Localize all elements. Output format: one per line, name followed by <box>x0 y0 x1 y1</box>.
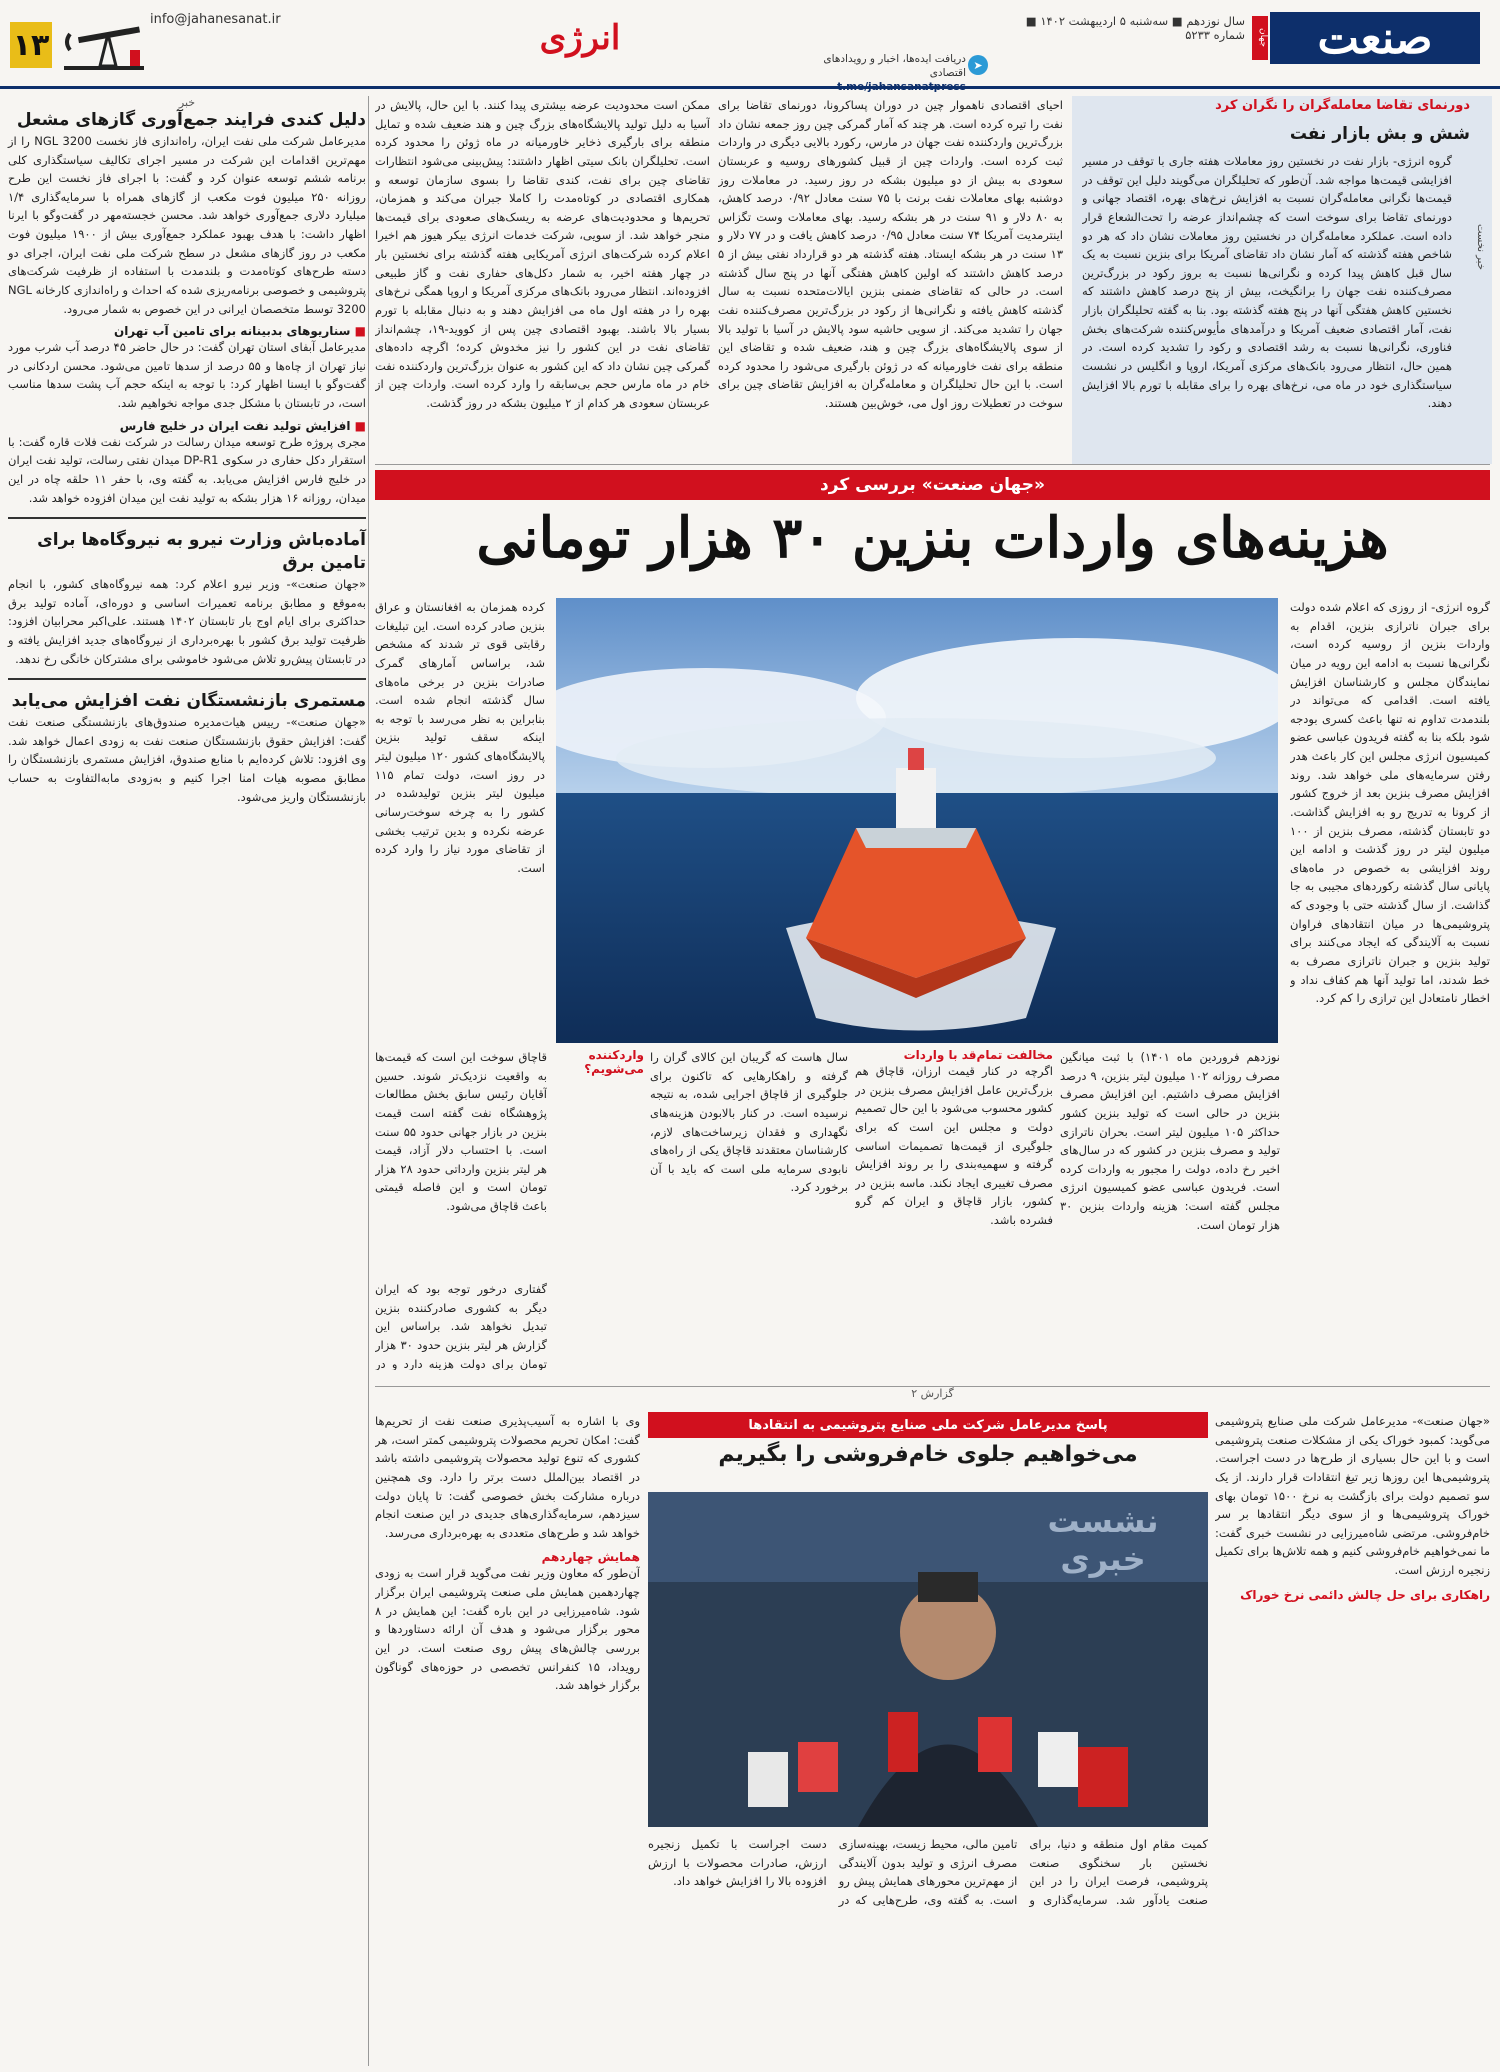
news-title[interactable]: آماده‌باش وزارت نیرو به نیروگاه‌ها برای تامین برق <box>37 530 366 574</box>
feature-lower-column: نوزدهم فروردین ماه ۱۴۰۱) با ثبت میانگین مصرف روزانه ۱۰۲ میلیون لیتر بنزین، ۹ درصد افزایش مصرف داشتیم. این افزایش مصرف بنزین در حالی است که تولید بنزین کشور حداکثر ۱۰۵ میلیون لیتر است. بحران ناترازی تولید و مصرف بنزین در کشور که در سال‌های اخیر رخ داده، دولت را مجبور به واردات کرده است. فریدون عباسی عضو کمیسیون انرژی مجلس گفته است: هزینه واردات بنزین ۳۰ هزار تومان است. <box>1060 1050 1280 1232</box>
lead-news-tag: خبر نخست <box>1475 224 1486 270</box>
telegram-text: دریافت ایده‌ها، اخبار و رویدادهای اقتصادی <box>823 53 966 80</box>
column-divider <box>368 96 369 2066</box>
news-subhead-text: افزایش تولید نفت ایران در خلیج فارس <box>119 418 351 433</box>
left-news-column <box>8 96 366 2066</box>
newspaper-logo[interactable]: صنعت <box>1270 12 1480 64</box>
interview-subhead: راهکاری برای حل چالش دائمی نرخ خوراک <box>1240 1587 1490 1602</box>
news-subhead-text: سناریوهای بدبینانه برای تامین آب تهران <box>113 324 351 339</box>
feature-lower-column <box>556 1048 644 1368</box>
top-news-column: ممکن است محدودیت عرضه بیشتری پیدا کنند. با این حال، پالایش در آسیا به دلیل تولید پالایشگاه‌های بزرگ چین و هند ضعیف شده و تمایل منطقه برای بارگیری ذخایر خاورمیانه در ماه ژوئن را محدود کرده است. تحلیلگران بانک سیتی اظهار داشتند: پیش‌بینی می‌شود انتظارات تقاضای چین برای نفت، کندی تقاضا را بسوی سازمان توسعه و همکاری اقتصادی در کوتاه‌مدت را کاملا جبران می‌کند و همزمان، تحریم‌ها و محدودیت‌های عرضه به ریسک‌های صعودی برای قیمت‌ها منجر خواهد شد. از سویی، شرکت خدمات انرژی بیکر هیوز هم اخیرا اعلام کرده شرکت‌های انرژی آمریکایی هفته گذشته برای نخستین بار در چهار هفته اخیر، به شمار دکل‌های حفاری نفت و گاز طبیعی افزوده‌اند. انتظار می‌رود بانک‌های مرکزی آمریکا و اروپا همگی نرخ‌های بهره را در هفته اول ماه می افزایش دهند و به دنبال مقابله با تورم بسیار بالا باشند. بهبود اقتصادی چین پس از کووید-۱۹، چشم‌انداز تقاضای نفت در این کشور را نیز مخدوش کرده؛ اگرچه داده‌های گمرکی چین نشان داد که این کشور به عنوان بزرگ‌ترین واردکننده نفت خام در ماه مارس حجم بی‌سابقه را وارد کرده است. واردات چین از عربستان سعودی هر کدام از ۲ میلیون بشکه در روز گذشت. <box>375 98 710 410</box>
divider <box>8 517 366 519</box>
interview-subhead: همایش چهاردهم <box>541 1550 640 1565</box>
header-divider <box>0 86 1500 89</box>
issue-info: سال نوزدهم ■ سه‌شنبه ۵ اردیبهشت ۱۴۰۲ ■ شماره ۵۲۳۳ <box>1025 14 1245 42</box>
news-title[interactable]: دلیل کندی فرایند جمع‌آوری گازهای مشعل <box>16 110 366 130</box>
feature-headline[interactable]: هزینه‌های واردات بنزین ۳۰ هزار تومانی <box>476 505 1389 571</box>
feature-lower-column <box>855 1048 1053 1368</box>
interview-column-bottom: کمیت مقام اول منطقه و دنیا، برای نخستین بار سخنگوی صنعت پتروشیمی، فرصت ایران را در این صنعت یادآور شد. سرمایه‌گذاری و تامین مالی، محیط زیست، بهینه‌سازی مصرف انرژی و تولید بدون آلایندگی از مهم‌ترین محورهای همایش پیش رو است. به گفته وی، طرح‌هایی که در دست اجراست با تکمیل زنجیره ارزش، صادرات محصولات با ارزش افزوده بالا را افزایش خواهد داد. <box>648 1837 1208 1907</box>
section-title: انرژی <box>539 18 621 58</box>
feature-subhead: مخالفت تمام‌قد با واردات <box>903 1048 1053 1062</box>
oil-pump-icon <box>60 22 148 72</box>
interview-headline[interactable]: می‌خواهیم جلوی خام‌فروشی را بگیریم <box>718 1442 1138 1467</box>
interview-column-left <box>375 1412 640 2062</box>
interview-column-right <box>1215 1412 1490 2062</box>
feature-lower-text: اگرچه در کنار قیمت ارزان، قاچاق هم بزرگ‌ترین عامل افزایش مصرف بنزین در کشور محسوب می‌شود با این حال تصمیم دولت و مجلس این است که برای جلوگیری از قیمت‌ها تصمیمات اساسی گرفته و سهمیه‌بندی را بر روند افزایش مصرف تغییری ایجاد نکند. ماسه بنزین در کشور، بازار قاچاق و ایران کم گرو فشرده باشد. <box>855 1064 1053 1227</box>
divider <box>375 464 1490 465</box>
logo-subtitle: جهان <box>1252 16 1268 60</box>
feature-subhead: واردکننده می‌شویم؟ <box>584 1048 644 1076</box>
report-label: گزارش ۲ <box>375 1386 1490 1407</box>
feature-lower-column: گفتاری درخور توجه بود که ایران دیگر به کشوری صادرکننده بنزین تبدیل نخواهد شد. براساس این گزارش هر لیتر بنزین حدود ۳۰ هزار تومان برای دولت هزینه دارد و در <box>375 1282 547 1370</box>
interview-text: آن‌طور که معاون وزیر نفت می‌گوید قرار است به زودی چهاردهمین همایش ملی صنعت پتروشیمی ایران برگزار شود. شاه‌میرزایی در این باره گفت: این همایش در ۸ محور برگزار می‌شود و هدف آن ارائه دستاوردها و بررسی چالش‌های پیش روی صنعت است. در این رویداد، ۱۵ کنفرانس تخصصی در حوزه‌های گوناگون برگزار خواهد شد. <box>375 1566 640 1693</box>
interview-text: «جهان صنعت»- مدیرعامل شرکت ملی صنایع پتروشیمی می‌گوید: کمبود خوراک یکی از مشکلات صنعت پتروشیمی است و با این حال بسیاری از طرح‌ها در دست اجراست. پتروشیمی‌ها این روزها زیر تیغ انتقادات قرار دارند. از یک سو تصمیم دولت برای بازگشت به نرخ ۱۵۰۰ تومان بهای خوراک پتروشیمی‌ها و از سوی دیگر انتقادها بر سر خام‌فروشی. مرتضی شاه‌میرزایی در نشست خبری گفت: ما نمی‌خواهیم خام‌فروشی کنیم و همه تلاش‌ها برای تکمیل زنجیره ارزش است. <box>1215 1414 1490 1577</box>
news-body: مدیرعامل شرکت ملی نفت ایران، راه‌اندازی فاز نخست NGL 3200 را از مهم‌ترین اقدامات این شرکت در مسیر اجرای تکالیف سیاستگذاری کلی برنامه ششم توسعه عنوان کرد و گفت: با اجرای فاز نخست این طرح روزانه ۲۵۰ میلیون فوت مکعب از گازهای همراه با سرمایه‌گذاری ۱/۴ میلیارد دلاری جمع‌آوری خواهد شد. محسن خجسته‌مهر در گفت‌وگو با ایرنا اظهار داشت: با هدف بهبود عملکرد جمع‌آوری بیش از ۱۹۰۰ میلیون فوت مکعب در روز گازهای مشعل در سطح شرکت ملی نفت ایران، اجرای دو دسته طرح‌های کوتاه‌مدت و بلندمدت با استفاده از ظرفیت شرکت‌های پتروشیمی و خصوصی برنامه‌ریزی شده که احداث و راه‌اندازی کارخانه NGL 3200 توسط متخصصان ایرانی در این خصوص به شمار می‌رود. <box>8 133 366 316</box>
photo-banner: نشست خبری <box>1047 1502 1159 1578</box>
lead-news-body: گروه انرژی- بازار نفت در نخستین روز معاملات هفته جاری با توقف در مسیر افزایشی قیمت‌ها مواجه شد. آن‌طور که تحلیلگران می‌گویند دلیل این توقف در قیمت‌ها نگرانی معامله‌گران نسبت به افزایش نرخ‌های بهره، اقتصاد جهانی و دورنمای تقاضا برای سوخت است که چشم‌انداز عرضه را تحت‌الشعاع قرار داده است. عملکرد معامله‌گران در نخستین روز معاملات نشان داد که هر دو شاخص هفته گذشته که آمار نشان داد تقاضای آمریکا برای بنزین نسبت به یک سال قبل کاهش پیدا کرده و نگرانی‌ها نسبت به بروز رکود در بزرگ‌ترین مصرف‌کننده نفت جهان را برانگیخت، بیش از پنج درصد کاهش داشتند که نخستین کاهش هفتگی آنها در پنج هفته گذشته بود. بنا به گفته تحلیلگران بازار نفت، آمار اقتصادی ضعیف آمریکا و درآمدهای مأیوس‌کننده شرکت‌های بخش فناوری، نگرانی‌ها نسبت به رشد اقتصادی و رکود را تشدید کرده است. در همین حال، انتظار می‌رود بانک‌های مرکزی آمریکا، اروپا و انگلیس در نشست سیاستگذاری خود در ماه می، نرخ‌های بهره را برای مقابله با تورم بالا افزایش دهند. <box>1082 154 1452 411</box>
page-number: ۱۳ <box>10 22 52 68</box>
bullet-icon: ■ <box>350 418 366 433</box>
contact-email[interactable]: info@jahanesanat.ir <box>150 12 281 27</box>
news-body: مجری پروژه طرح توسعه میدان رسالت در شرکت نفت فلات قاره گفت: با استقرار دکل حفاری در سکوی DP-R1 میدان نفتی رسالت، تولید نفت ایران در خلیج فارس افزایش می‌یابد. به گفته وی، با حفر ۱۱ حلقه چاه در این میدان، روزانه ۱۶ هزار بشکه به تولید نفت این میدان افزوده خواهد شد. <box>8 434 367 505</box>
feature-lower-column: قاچاق سوخت این است که قیمت‌ها به واقعیت نزدیک‌تر شوند. حسین آقایان رئیس سابق بخش مطالعات پژوهشگاه نفت گفته است قیمت بنزین در بازار جهانی حدود ۵۵ سنت است. با احتساب دلار آزاد، قیمت هر لیتر بنزین وارداتی حدود ۲۸ هزار تومان است و این فاصله قیمتی باعث قاچاق می‌شود. <box>375 1050 547 1213</box>
oil-tanker-photo <box>556 598 1278 1043</box>
divider <box>8 678 366 680</box>
feature-lower-column: سال هاست که گریبان این کالای گران را گرفته و راهکارهایی که تاکنون برای جلوگیری از قاچاق اجرایی شده، به نتیجه نرسیده است. در کنار بالابودن هزینه‌های نگهداری و فقدان زیرساخت‌های لازم، کارشناسان معتقدند قاچاق یکی از راه‌های نابودی سرمایه ملی است که باید با آن برخورد کرد. <box>650 1050 848 1195</box>
feature-column-right: گروه انرژی- از روزی که اعلام شده دولت برای جبران ناترازی بنزین، اقدام به واردات بنزین از روسیه کرده است، نگرانی‌ها نسبت به ادامه این رویه در میان نمایندگان مجلس و کارشناسان افزایش یافته است. اقدامی که می‌تواند در بلندمدت تداوم نه تنها باعث کسری بودجه شود بلکه بنا به گفته فریدون عباسی عضو کمیسیون انرژی مجلس این کار باعث هدر رفتن سرمایه‌های ملی خواهد شد. روند افزایش مصرف بنزین بعد از خروج کشور از کرونا به تدریج رو به افزایش گذاشت. دو تابستان گذشته، مصرف بنزین از ۱۰۰ میلیون لیتر در روز گذشت و ادامه این روند افزایشی به خصوص در ماه‌های پایانی سال گذشته رکوردهای مجیبی به جا گذاشت. از سال گذشته حتی با وجودی که پتروشیمی‌ها در میان انتقادهای فراوان نسبت به آلایندگی که ایجاد می‌کنند برای تولید بنزین و جبران ناترازی مصرف به خط شدند، اما تولید آنها هم کفاف نداد و اخطار نامتعادل این ترازی را کم کرد. <box>1290 600 1490 1006</box>
news-title[interactable]: مستمری بازنشستگان نفت افزایش می‌یابد <box>11 691 366 712</box>
news-subhead <box>8 324 366 338</box>
top-news-column: احیای اقتصادی ناهموار چین در دوران پساکرونا، دورنمای تقاضا برای نفت را تیره کرده است. هر چند که آمار گمرکی چین روز جمعه نشان داد بزرگ‌ترین واردکننده نفت جهان در مارس، رکورد بالایی دیگری در واردات ثبت کرده است. واردات چین از قبیل کشورهای روسیه و عربستان سعودی به بیش از دو میلیون بشکه در روز رسید. در معاملات روز دوشنبه بهای معاملات نفت برنت با ۷۵ سنت معادل ۰/۹۲ درصد کاهش، به ۸۰ دلار و ۹۱ سنت در هر بشکه رسید. بهای معاملات وست تگزاس اینترمدیت آمریکا ۷۴ سنت معادل ۰/۹۵ درصد کاهش یافت و در ۷۷ دلار و ۱۳ سنت در هر بشکه ایستاد. هفته گذشته هر دو قرارداد نفتی بیش از ۵ درصد کاهش داشتند که اولین کاهش هفتگی آنها در پنج سال گذشته است. در حالی که تقاضای ضمنی بنزین ایالات‌متحده نسبت به سال گذشته کاهش یافته و نگرانی‌ها از رکود در بزرگ‌ترین مصرف‌کننده نفت جهان را تشدید می‌کند. از سویی حاشیه سود پالایش در آسیا با تولید بالا از سوی پالایشگاه‌های بزرگ چین و هند، ضعیف شده و تقاضای این منطقه برای نفت خاورمیانه که در ژوئن بارگیری می‌شود را محدود کرده است. با این حال تحلیلگران و معامله‌گران به افزایش تقاضای چین برای سوخت در تعطیلات روز اول می، خوش‌بین هستند. <box>718 98 1063 410</box>
telegram-icon[interactable]: ➤ <box>968 55 988 75</box>
feature-kicker: «جهان صنعت» بررسی کرد <box>375 470 1490 500</box>
feature-column-left: کرده همزمان به افغانستان و عراق بنزین صادر کرده است. این تبلیغات رقابتی قوی تر شدند که مشخص شد، براساس آمارهای گمرک صادرات بنزین در برخی ماه‌های سال گذشته انجام شده است. بنابراین به نظر می‌رسد با توجه به اینکه سقف تولید بنزین پالایشگاه‌های کشور ۱۲۰ میلیون لیتر در روز است، دولت تمام ۱۱۵ میلیون لیتر بنزین تولیدشده در کشور را به چرخه سوخت‌رسانی عرضه نکرده و بدین ترتیب بخشی از تقاضای مورد نیاز را وارد کرده است. <box>375 600 545 875</box>
news-body: «جهان صنعت»- رییس هیات‌مدیره صندوق‌های بازنشستگی صنعت نفت گفت: افزایش حقوق بازنشستگان صنعت نفت به زودی اعمال خواهد شد. وی افزود: تلاش کرده‌ایم با منابع صندوق، افزایش مستمری بازنشستگان را مطابق مصوبه هیات امنا اجرا کنیم و به‌زودی مابه‌التفاوت به حساب بازنشستگان واریز می‌شود. <box>8 715 366 804</box>
lead-news-kicker: دورنمای تقاضا معامله‌گران را نگران کرد <box>1215 98 1470 113</box>
news-kicker: خبر <box>178 96 196 109</box>
interview-text: وی با اشاره به آسیب‌پذیری صنعت نفت از تحریم‌ها گفت: امکان تحریم محصولات پتروشیمی کمتر است، هر کشوری که تنوع تولید محصولات پتروشیمی داشته باشد در اقتصاد بین‌الملل دست برتر را دارد. وی همچنین درباره مشارکت بخش خصوصی گفت: تا پایان دولت سیزدهم، سرمایه‌گذاری‌های جدیدی در این صنعت انجام خواهد شد و طرح‌های متعددی به بهره‌برداری می‌رسد. <box>375 1414 640 1540</box>
news-body: مدیرعامل آبفای استان تهران گفت: در حال حاضر ۴۵ درصد آب شرب مورد نیاز تهران از چاه‌ها و ۵۵ درصد از سدها تامین می‌شود. محسن اردکانی در گفت‌وگو با ایسنا اظهار کرد: با توجه به اینکه حجم آب پشت سدها مناسب است، در تابستان با مشکل جدی مواجه نخواهیم شد. <box>8 340 366 411</box>
interview-kicker: پاسخ مدیرعامل شرکت ملی صنایع پتروشیمی به انتقادها <box>648 1412 1208 1438</box>
press-conference-photo <box>648 1492 1208 1827</box>
news-subhead <box>8 419 366 433</box>
news-body: «جهان صنعت»- وزیر نیرو اعلام کرد: همه نیروگاه‌های کشور، با انجام به‌موقع و مطابق برنامه تعمیرات اساسی و دوره‌ای، آماده تولید برق حداکثری برای ایام اوج بار تابستان ۱۴۰۲ هستند. علی‌اکبر محرابیان افزود: ظرفیت تولید برق کشور با بهره‌برداری از نیروگاه‌های جدید افزایش یافته و در تابستان پیش‌رو تلاش می‌شود خاموشی برای مشترکان خانگی رخ ندهد. <box>8 577 366 666</box>
lead-news-title[interactable]: شش و بش بازار نفت <box>1289 124 1470 144</box>
bullet-icon: ■ <box>350 324 366 339</box>
